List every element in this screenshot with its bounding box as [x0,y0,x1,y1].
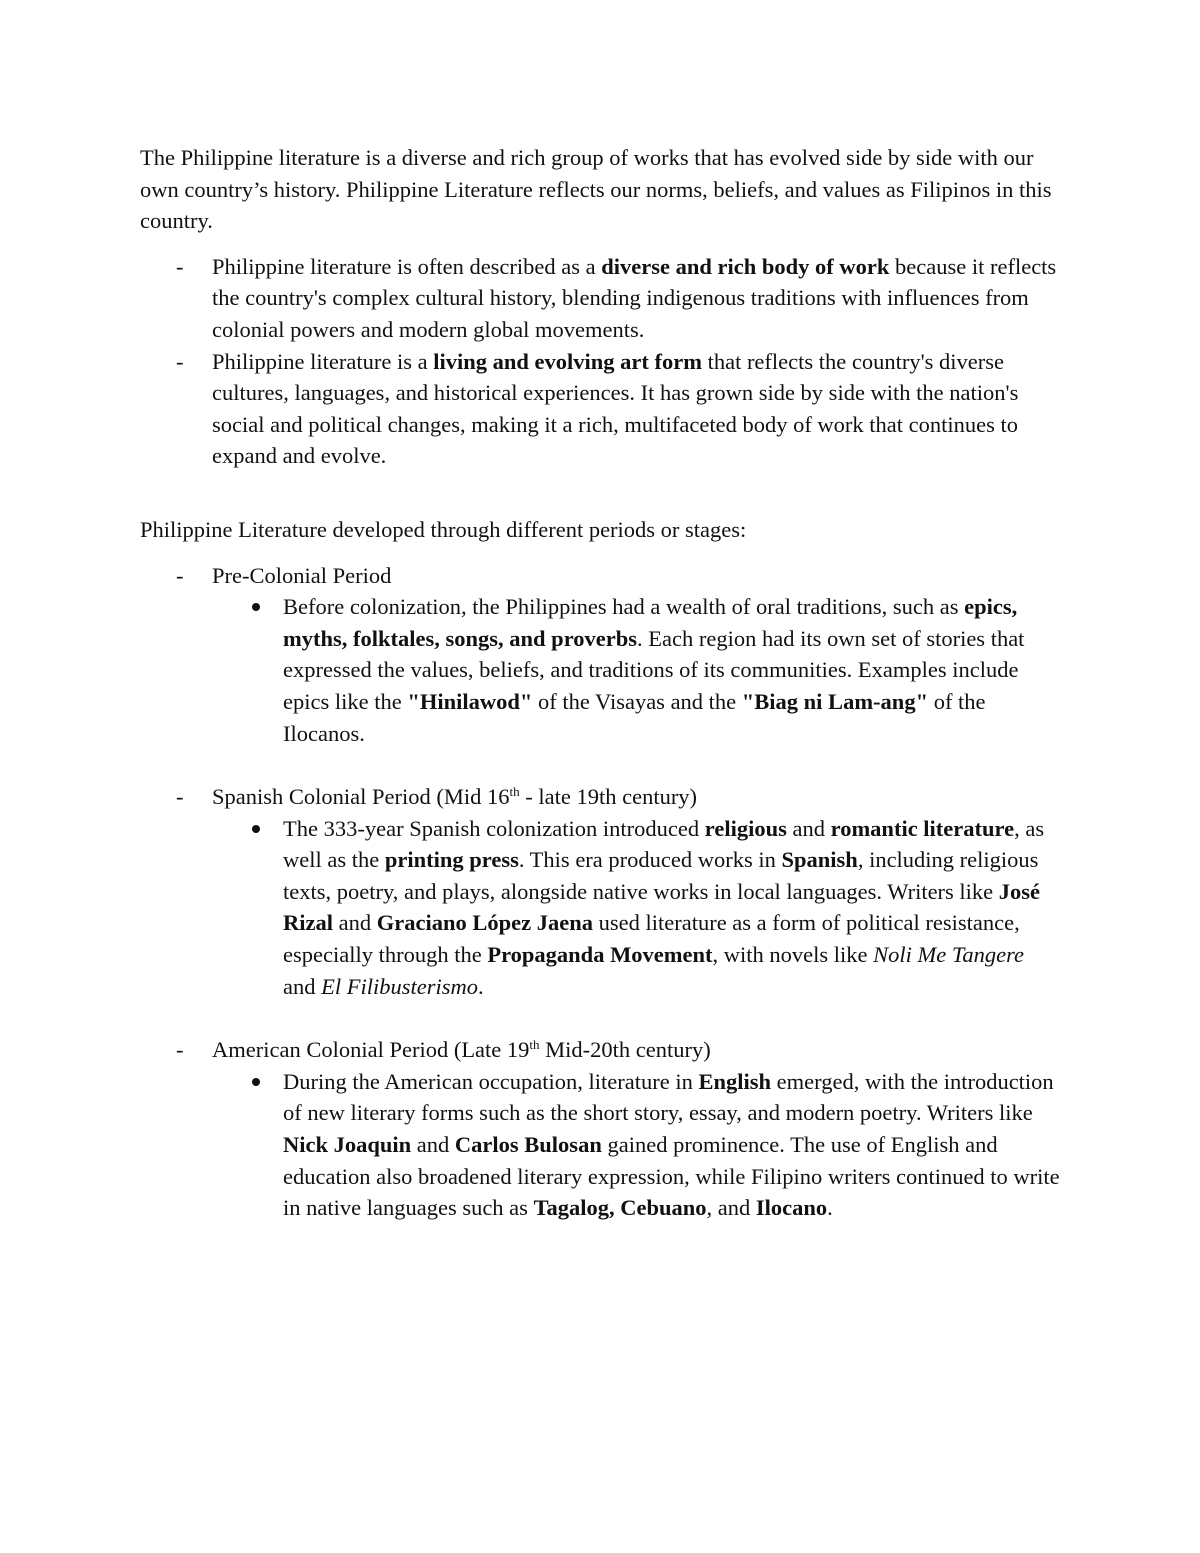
period-item [140,560,1060,782]
bold-text: "Hinilawod" [407,688,533,714]
text-run: and [333,910,377,936]
bold-text: Graciano López Jaena [376,910,593,936]
period-detail [212,591,1060,749]
text-run: The 333-year Spanish colonization introduced [283,815,705,841]
bold-text: religious [704,815,787,841]
bullet-icon [252,1078,260,1086]
period-detail-text [283,816,1044,999]
italic-text: El Filibusterismo [321,973,478,999]
text-run: and [283,973,322,999]
bold-text: "Biag ni Lam-ang" [741,688,929,714]
period-details [212,813,1060,1003]
text-run: emerged, with the introduction of new literary forms such as the short story, essay, and modern poetry. Writers like [283,1068,1054,1126]
dash-marker: - [176,784,184,810]
period-detail-text [283,1069,1060,1220]
bold-text: romantic literature [830,815,1015,841]
period-details [212,1066,1060,1224]
dash-marker: - [176,1037,184,1063]
period-detail [212,813,1060,1003]
text-run: , and [706,1195,756,1221]
text-run: of the Visayas and the [532,688,742,714]
text-run: of the Ilocanos. [283,688,986,746]
text-run: . [478,973,484,999]
dash-marker: - [176,348,184,374]
bold-text: epics, myths, folktales, songs, and proverbs [283,594,1018,651]
bold-text: Propaganda Movement [487,942,713,968]
text-run: Before colonization, the Philippines had a wealth of oral traditions, such as [283,594,965,620]
text-run: gained prominence. The use of English and education also broadened literary expression, while Filipino writers continued to write in native languages such as [283,1132,1060,1221]
text-run: . This era produced works in [518,847,782,873]
period-title: Pre-Colonial Period [212,562,392,588]
period-detail [212,1066,1060,1224]
intro-paragraph: The Philippine literature is a diverse and rich group of works that has evolved side by side with our own country’s history. Philippine Literature reflects our norms, beliefs, and values as Filipinos in this country. [140,145,1052,234]
bold-text: English [698,1068,772,1094]
text-run: , including religious texts, poetry, and plays, alongside native works in local languages. Writers like [283,847,1039,904]
text-run: , with novels like [712,942,874,968]
dash-marker: - [176,253,184,279]
period-title: Spanish Colonial Period (Mid 16th - late 19th century) [212,784,698,810]
bold-text: printing press [384,847,519,873]
bullet-icon [252,603,260,611]
text-run: and [786,815,831,841]
period-detail-text [283,594,1024,745]
text-run: . [827,1195,833,1221]
intro-point: - Philippine literature is often described as a diverse and rich body of work because it reflects the country's complex cultural history, blending indigenous traditions with influences from colonial powers and modern global movements. [140,251,1060,346]
period-item [140,781,1060,1034]
bullet-icon [252,825,260,833]
text-run: . Each region had its own set of stories that expressed the values, beliefs, and traditions of its communities. Examples include epics like the [283,625,1025,714]
intro-point: - Philippine literature is a living and evolving art form that reflects the country's diverse cultures, languages, and historical experiences. It has grown side by side with the nation's social and political changes, making it a rich, multifaceted body of work that continues to expand and evolve. [140,346,1060,472]
text-run: During the American occupation, literature in [283,1068,699,1094]
document-body [140,142,1060,1224]
periods-list [140,560,1060,1224]
text-run: , as well as the [283,815,1045,873]
bold-text: Tagalog, Cebuano [533,1195,707,1221]
intro-points-list [140,251,1060,472]
text-run: used literature as a form of political resistance, especially through the [283,910,1020,968]
bold-text: Spanish [781,847,858,873]
bold-text: Nick Joaquin [283,1132,412,1158]
period-details [212,591,1060,749]
bold-text: Ilocano [755,1195,828,1221]
bold-text: Carlos Bulosan [454,1132,602,1158]
dash-marker: - [176,562,184,588]
text-run: and [411,1132,455,1158]
italic-text: Noli Me Tangere [873,942,1024,968]
bold-text: José Rizal [283,878,1041,936]
period-item [140,1034,1060,1224]
periods-intro: Philippine Literature developed through different periods or stages: [140,516,747,542]
period-title: American Colonial Period (Late 19th Mid-20th century) [212,1037,711,1063]
